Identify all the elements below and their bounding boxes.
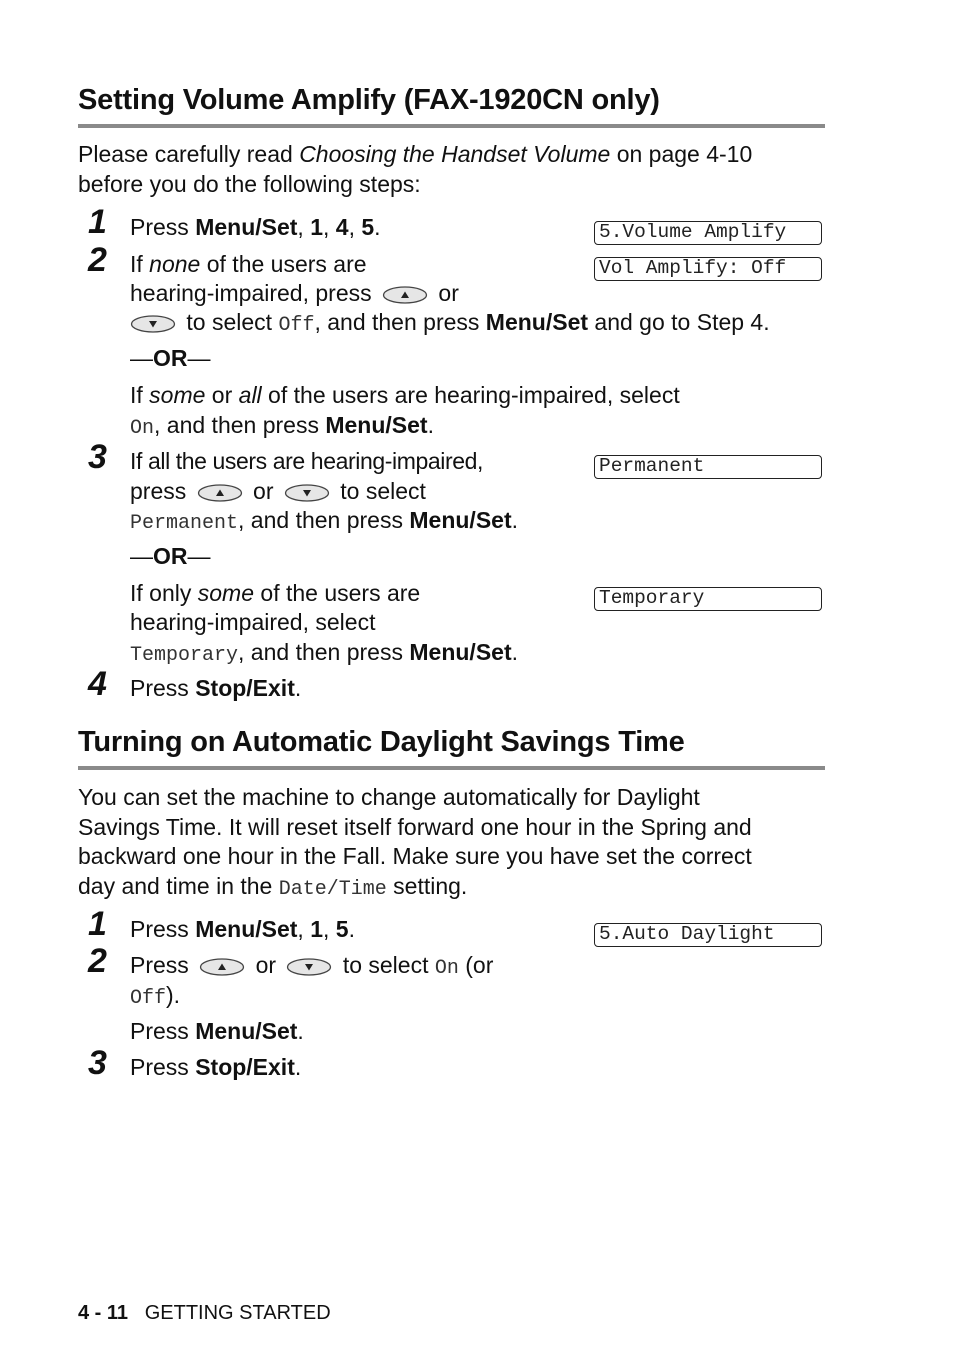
step-3-alt-line3 [130, 637, 518, 671]
step-number: 2 [88, 942, 107, 980]
step-3-line2 [130, 476, 426, 506]
step-text: Press [130, 1018, 196, 1044]
step-text: or [253, 478, 274, 504]
step-1-text [130, 914, 355, 944]
section-title-daylight-savings: Turning on Automatic Daylight Savings Time [78, 726, 685, 758]
intro-text: on page 4-10 [610, 141, 753, 167]
emphasis: none [149, 251, 201, 277]
step-number: 2 [88, 241, 107, 279]
step-3-text [130, 1052, 301, 1082]
key-label: Menu/Set [325, 412, 428, 438]
up-arrow-button-icon [199, 957, 245, 977]
intro-line: backward one hour in the Fall. Make sure you have set the correct [78, 843, 752, 869]
intro-line: You can set the machine to change automatically for Daylight [78, 784, 700, 810]
step-text: . [297, 1018, 304, 1044]
key-label: Menu/Set [409, 507, 512, 533]
step-number: 1 [88, 905, 107, 943]
step-text: . [348, 916, 355, 942]
step-text: Press [130, 916, 196, 942]
step-2-line3 [130, 1016, 304, 1046]
step-text: of the users are [200, 251, 367, 277]
step-text: to select [342, 952, 435, 978]
step-text: hearing-impaired, press [130, 280, 372, 306]
intro-text: setting. [386, 873, 468, 899]
step-text: Press [130, 1054, 196, 1080]
step-2-alt-line1 [130, 380, 680, 410]
step-text: If [130, 382, 150, 408]
step-text: to select [186, 309, 279, 335]
step-text: If [130, 251, 150, 277]
intro-line [78, 871, 467, 905]
intro-text: day and time in the [78, 873, 279, 899]
key-label: Stop/Exit [195, 1054, 295, 1080]
key-label: 5 [361, 214, 375, 240]
down-arrow-button-icon [286, 957, 332, 977]
page-footer [78, 1301, 331, 1325]
step-2-line1 [130, 950, 493, 984]
or-separator: —OR— [130, 543, 211, 569]
step-text: ). [166, 982, 181, 1008]
step-text: , and then press [238, 507, 410, 533]
step-text: . [511, 639, 518, 665]
intro-reference: Choosing the Handset Volume [299, 141, 611, 167]
step-3-line1: If all the users are hearing-impaired, [130, 448, 483, 474]
step-text: , and then press [154, 412, 326, 438]
chapter-name: GETTING STARTED [144, 1302, 331, 1324]
step-text: , [348, 214, 362, 240]
step-2-line3 [130, 307, 770, 341]
step-3-alt-line2: hearing-impaired, select [130, 609, 376, 635]
key-label: Menu/Set [195, 1018, 298, 1044]
lcd-option: Temporary [130, 644, 239, 667]
lcd-option: Date/Time [278, 878, 387, 901]
page-number: 4 - 11 [78, 1302, 129, 1324]
emphasis: some [197, 580, 255, 606]
step-text: , [297, 214, 311, 240]
step-1-text [130, 212, 381, 242]
down-arrow-button-icon [130, 314, 176, 334]
up-arrow-button-icon [382, 285, 428, 305]
step-3-line3 [130, 505, 518, 539]
down-arrow-button-icon [284, 483, 330, 503]
lcd-display: 5.Auto Daylight [594, 923, 822, 947]
step-number: 1 [88, 203, 107, 241]
lcd-display: Vol Amplify: Off [594, 257, 822, 281]
step-text: . [294, 675, 302, 701]
lcd-option: Off [278, 314, 315, 337]
step-text: . [374, 214, 381, 240]
intro-paragraph [78, 139, 752, 169]
step-number: 4 [88, 665, 107, 703]
or-label: OR [153, 345, 188, 371]
up-arrow-button-icon [197, 483, 243, 503]
step-text: and go to Step 4. [588, 309, 770, 335]
step-2-alt-line2 [130, 410, 434, 444]
step-3-alt-line1 [130, 578, 420, 608]
key-label: 4 [335, 214, 349, 240]
step-2-line1 [130, 249, 367, 279]
step-text: , [297, 916, 311, 942]
lcd-option: Permanent [130, 512, 239, 535]
key-label: Menu/Set [485, 309, 589, 335]
section-title-volume-amplify: Setting Volume Amplify (FAX-1920CN only) [78, 84, 660, 116]
key-label: Menu/Set [195, 916, 298, 942]
step-text: press [130, 478, 187, 504]
step-text: of the users are hearing-impaired, select [261, 382, 680, 408]
step-text: Press [130, 214, 196, 240]
key-label: Menu/Set [409, 639, 512, 665]
or-label: OR [153, 543, 188, 569]
step-text: , and then press [314, 309, 486, 335]
lcd-display: Permanent [594, 455, 822, 479]
step-text: Press [130, 952, 189, 978]
emphasis: some [149, 382, 206, 408]
lcd-option: On [130, 417, 155, 440]
step-text: , and then press [238, 639, 410, 665]
step-text: . [427, 412, 434, 438]
step-text: or [255, 952, 277, 978]
intro-text: Please carefully read [78, 141, 300, 167]
step-text: . [294, 1054, 302, 1080]
lcd-option: Off [130, 987, 167, 1010]
key-label: 1 [310, 214, 323, 240]
key-label: Menu/Set [195, 214, 298, 240]
step-text: or [205, 382, 239, 408]
step-text: If only [130, 580, 198, 606]
intro-paragraph-line2: before you do the following steps: [78, 171, 421, 197]
lcd-display: 5.Volume Amplify [594, 221, 822, 245]
key-label: 5 [335, 916, 349, 942]
emphasis: all [238, 382, 262, 408]
step-text: , [323, 916, 336, 942]
step-2-line2 [130, 980, 180, 1014]
step-4-text [130, 673, 301, 703]
key-label: 1 [310, 916, 323, 942]
step-text: or [438, 280, 459, 306]
title-rule [78, 124, 825, 128]
title-rule [78, 766, 825, 770]
step-text: , [323, 214, 336, 240]
step-text: (or [458, 952, 494, 978]
step-text: Press [130, 675, 196, 701]
intro-line: Savings Time. It will reset itself forward one hour in the Spring and [78, 814, 752, 840]
step-number: 3 [88, 438, 107, 476]
step-number: 3 [88, 1044, 107, 1082]
step-2-line2 [130, 278, 459, 308]
or-separator: —OR— [130, 345, 211, 371]
lcd-display: Temporary [594, 587, 822, 611]
key-label: Stop/Exit [195, 675, 295, 701]
step-text: . [511, 507, 518, 533]
step-text: to select [340, 478, 426, 504]
step-text: of the users are [254, 580, 421, 606]
lcd-option: On [434, 957, 459, 980]
